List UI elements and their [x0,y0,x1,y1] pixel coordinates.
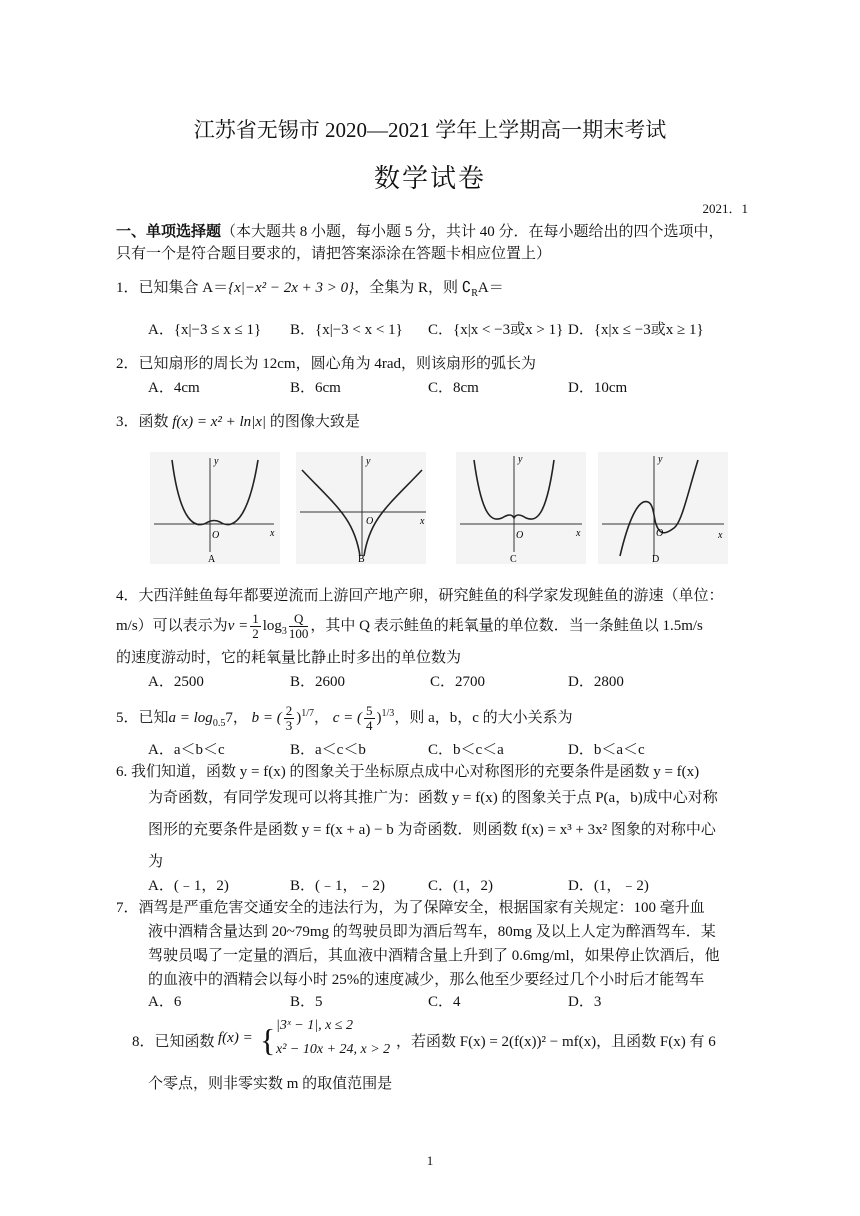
q8-prefix: 8．已知函数 [132,1034,215,1050]
q1-option-b[interactable]: B．{x|−3 < x < 1} [290,322,403,338]
q1-set: {x|−x² − 2x + 3 > 0} [228,280,355,296]
q3-b-x: x [420,516,425,527]
q3-stem [116,410,746,434]
q3-suffix: 的图像大致是 [269,414,360,430]
q5-stem: 5．已知$a = \log_{0.5}7$， b = ( $\frac{2}{3}$ )$^{1/7}$， c = ( $\frac{5}{4}$ )$^{1/3}$，则 a，b，c 的大小关系为 [116,703,573,734]
q7-line1: 7．酒驾是严重危害交通安全的违法行为，为了保障安全，根据国家有关规定：100 毫升血 [116,900,705,916]
q3-d-x: x [718,530,723,541]
q6-option-d[interactable]: D．(1，﹣2) [568,878,649,894]
section-desc-1: （本大题共 8 小题，每小题 5 分，共计 40 分．在每小题给出的四个选项中， [221,224,724,240]
q3-d-label: D [652,554,660,564]
q3-a-y: y [214,456,219,467]
q8-brace: { [260,1022,276,1058]
q4-line2-prefix: m/s）可以表示为 [116,617,228,634]
q4-option-d[interactable]: D．2800 [568,674,624,690]
q5-c-exp: 1/3 [381,708,395,719]
q7-option-d[interactable]: D．3 [568,994,602,1010]
q5-a-base: 0.5 [212,718,226,729]
q2-option-d[interactable]: D．10cm [568,380,628,396]
q5-c-den: 4 [366,718,373,734]
q8-case2: x² − 10x + 24, x > 2 [276,1042,391,1057]
q6-option-b[interactable]: B．(﹣1，﹣2) [290,878,385,894]
q3-graph-b[interactable] [296,452,426,564]
q1-option-d[interactable]: D．{x|x ≤ −3或x ≥ 1} [568,322,704,338]
section-desc-2: 只有一个是符合题目要求的，请把答案添涂在答题卡相应位置上） [116,246,552,262]
q3-graph-d[interactable] [598,452,728,564]
q5-b-num: 2 [285,703,293,719]
q4-q-den: 100 [288,626,309,641]
q3-c-y: y [518,454,523,465]
q5-options [148,738,748,762]
q7-option-b[interactable]: B．5 [290,994,323,1010]
q6-options [148,874,748,898]
q4-half-den: 2 [252,626,259,641]
q1-prefix: 1．已知集合 A＝ [116,280,229,296]
q6-line3: 图形的充要条件是函数 y = f(x + a) − b 为奇函数．则函数 f(x) = x³ + 3x² 图象的对称中心 [148,822,716,838]
q3-prefix: 3．函数 [116,414,169,430]
q5-suffix: ，则 a，b，c 的大小关系为 [394,710,573,726]
q1-options [148,318,748,342]
q3-a-label: A [208,554,216,564]
q3-b-y: y [366,456,371,467]
q8-stem [132,1016,752,1066]
q4-option-c[interactable]: C．2700 [430,674,486,690]
q3-b-label: B [358,554,365,564]
q5-option-b[interactable]: B．a＜c＜b [290,742,366,758]
q7-option-a[interactable]: A．6 [148,994,182,1010]
q3-c-label: C [510,554,517,564]
q3-d-o: O [656,528,664,539]
q8-mid: ，若函数 F(x) = 2(f(x))² − mf(x)，且函数 F(x) 有 6 [396,1034,716,1050]
section-heading [116,220,746,244]
q3-a-o: O [212,530,220,541]
q2-option-a[interactable]: A．4cm [148,380,200,396]
q5-a-arg: 7 [225,710,233,726]
q7-options [148,990,748,1014]
q1-stem [116,276,746,306]
q5-b-frac [284,704,295,733]
q5-c: c = ( [332,710,363,726]
q3-d-y: y [658,454,663,465]
q6-option-c[interactable]: C．(1，2) [428,878,493,894]
q5-a: a = log [168,710,213,726]
page-number: 1 [426,1153,434,1168]
q3-formula: f(x) = x² + ln|x| [172,414,267,430]
q4-v: v = [227,617,249,634]
q4-log: log [262,617,282,634]
q4-line2 [116,612,746,644]
q8-line2: 个零点，则非零实数 m 的取值范围是 [148,1076,393,1092]
q4-log-base: 3 [281,625,287,637]
q4-half [250,612,261,641]
q1-suffix: ，全集为 R，则 ∁ [354,280,472,296]
q3-b-o: O [366,516,374,527]
q5-b-exp: 1/7 [301,708,314,719]
q5-option-c[interactable]: C．b＜c＜a [428,742,504,758]
q6-line2: 为奇函数，有同学发现可以将其推广为：函数 y = f(x) 的图象关于点 P(a，b)成中心对称 [148,790,718,806]
q4-option-a[interactable]: A．2500 [148,674,204,690]
q3-graph-a[interactable] [150,452,280,564]
q4-q [289,612,309,641]
q5-prefix: 5．已知 [116,710,169,726]
q2-stem: 2．已知扇形的周长为 12cm，圆心角为 4rad，则该扇形的弧长为 [116,356,536,372]
q3-c-o: O [516,530,524,541]
q4-options [148,670,748,694]
q1-option-c[interactable]: C．{x|x < −3或x > 1} [428,322,564,338]
q2-option-c[interactable]: C．8cm [428,380,479,396]
q1-end: A＝ [477,280,504,296]
section-title: 一、单项选择题 [116,224,222,240]
q4-q-num: Q [289,612,309,627]
q7-line4: 的血液中的酒精会以每小时 25%的速度减少，那么他至少要经过几个小时后才能驾车 [148,972,705,988]
q5-b: b = ( [251,710,282,726]
q5-option-d[interactable]: D．b＜a＜c [568,742,645,758]
q2-option-b[interactable]: B．6cm [290,380,341,396]
q4-half-num: 1 [252,611,259,626]
q4-line3: 的速度游动时，它的耗氧量比静止时多出的单位数为 [116,650,462,666]
q8-case1: |3ˣ − 1|, x ≤ 2 [276,1018,353,1033]
q6-option-a[interactable]: A．(﹣1，2) [148,878,229,894]
q3-c-x: x [576,528,581,539]
q1-option-a[interactable]: A．{x|−3 ≤ x ≤ 1} [148,322,262,338]
exam-subtitle: 数学试卷 [373,164,486,193]
exam-date: 2021．1 [702,201,748,216]
q4-line2-suffix: ，其中 Q 表示鲑鱼的耗氧量的单位数．当一条鲑鱼以 1.5m/s [310,617,703,634]
q5-c-frac [364,704,375,733]
q8-flhs: f(x) = [218,1030,253,1046]
q7-option-c[interactable]: C．4 [428,994,461,1010]
exam-title: 江苏省无锡市 2020—2021 学年上学期高一期末考试 [193,118,667,142]
q6-line1: 6. 我们知道，函数 y = f(x) 的图象关于坐标原点成中心对称图形的充要条件是函数 y = f(x) [116,764,700,780]
q5-c-num: 5 [366,703,373,719]
q5-b-den: 3 [285,718,293,734]
q1-sub: R [471,288,478,299]
q3-graph-c[interactable] [456,452,586,564]
q7-line3: 驾驶员喝了一定量的酒后，其血液中酒精含量上升到了 0.6mg/ml，如果停止饮酒后，他 [148,948,720,964]
q4-option-b[interactable]: B．2600 [290,674,346,690]
q7-line2: 液中酒精含量达到 20~79mg 的驾驶员即为酒后驾车，80mg 及以上人定为醉酒驾车．某 [148,924,716,940]
q6-line4: 为 [148,854,164,870]
q4-line1: 4．大西洋鲑鱼每年都要逆流而上游回产地产卵，研究鲑鱼的科学家发现鲑鱼的游速（单位： [116,588,724,604]
q3-a-x: x [270,528,275,539]
q5-option-a[interactable]: A．a＜b＜c [148,742,225,758]
q2-options [148,376,748,400]
